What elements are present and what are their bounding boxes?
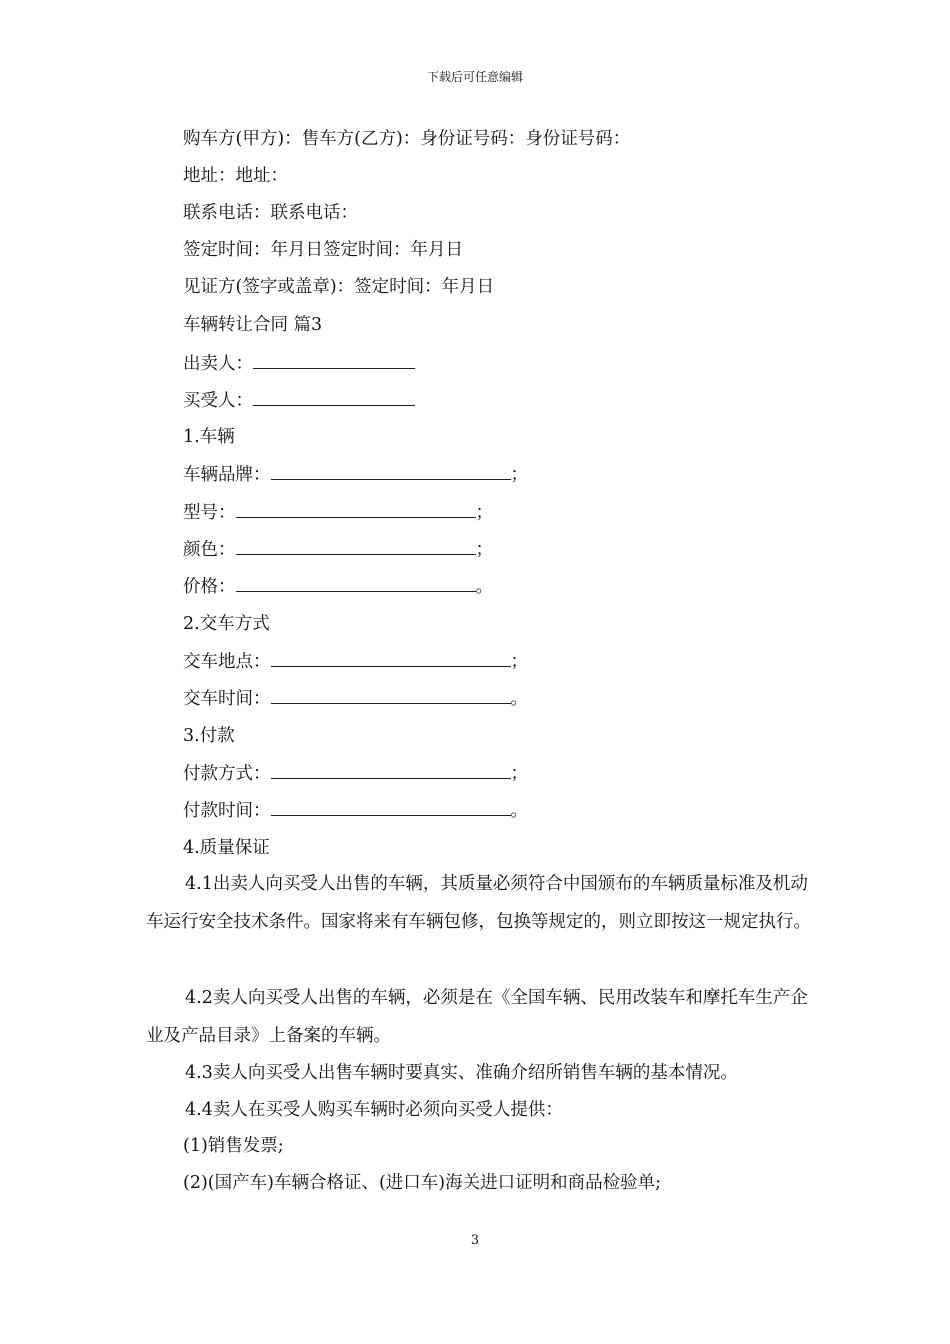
punct: ； xyxy=(510,465,528,485)
delivery-time-label: 交车时间： xyxy=(183,689,271,709)
pay-method-label: 付款方式： xyxy=(183,764,271,784)
price-label: 价格： xyxy=(183,577,236,597)
seller-blank xyxy=(253,351,415,369)
clause-4-2: 4.2卖人向买受人出售的车辆，必须是在《全国车辆、民用改装车和摩托车生产企业及产品目录》上备案的车辆。 xyxy=(146,988,808,1046)
section-quality: 4.质量保证 xyxy=(183,838,270,858)
model-line xyxy=(183,500,493,525)
page-number: 3 xyxy=(470,1233,480,1248)
punct: 。 xyxy=(510,801,528,821)
brand-line xyxy=(183,462,528,487)
delivery-time-line xyxy=(183,686,528,711)
color-label: 颜色： xyxy=(183,540,236,560)
party-line: 购车方(甲方)：售车方(乙方)：身份证号码：身份证号码： xyxy=(183,129,631,149)
punct: 。 xyxy=(510,689,528,709)
model-label: 型号： xyxy=(183,503,236,523)
seller-label: 出卖人： xyxy=(183,354,253,374)
address-line: 地址：地址： xyxy=(183,166,288,186)
section-payment: 3.付款 xyxy=(183,726,235,746)
color-line xyxy=(183,537,493,562)
price-line xyxy=(183,574,493,599)
buyer-line xyxy=(183,388,415,413)
buyer-label: 买受人： xyxy=(183,391,253,411)
brand-label: 车辆品牌： xyxy=(183,465,271,485)
delivery-place-line xyxy=(183,649,528,674)
delivery-time-blank xyxy=(271,686,511,704)
section-delivery: 2.交车方式 xyxy=(183,614,270,634)
delivery-place-blank xyxy=(271,649,511,667)
buyer-blank xyxy=(253,388,415,406)
phone-line: 联系电话：联系电话： xyxy=(183,203,358,223)
pay-method-line xyxy=(183,761,528,786)
clause-4-4: 4.4卖人在买受人购买车辆时必须向买受人提供： xyxy=(185,1100,563,1120)
seller-line xyxy=(183,351,415,376)
punct: ； xyxy=(510,764,528,784)
clause-4-3: 4.3卖人向买受人出售车辆时要真实、准确介绍所销售车辆的基本情况。 xyxy=(185,1063,738,1083)
pay-time-label: 付款时间： xyxy=(183,801,271,821)
delivery-place-label: 交车地点： xyxy=(183,652,271,672)
witness-line: 见证方(签字或盖章)：签定时间：年月日 xyxy=(183,277,495,297)
pay-time-blank xyxy=(271,798,511,816)
clause-4-1: 4.1出卖人向买受人出售的车辆，其质量必须符合中国颁布的车辆质量标准及机动车运行安全技术条件。国家将来有车辆包修，包换等规定的，则立即按这一规定执行。 xyxy=(146,874,811,932)
punct: ； xyxy=(475,540,493,560)
item-2: (2)(国产车)车辆合格证、(进口车)海关进口证明和商品检验单; xyxy=(183,1173,661,1193)
pay-time-line xyxy=(183,798,528,823)
punct: ； xyxy=(475,503,493,523)
model-blank xyxy=(236,500,476,518)
item-1: (1)销售发票; xyxy=(183,1136,284,1156)
pay-method-blank xyxy=(271,761,511,779)
page-header: 下载后可任意编辑 xyxy=(426,70,523,84)
price-blank xyxy=(236,574,476,592)
color-blank xyxy=(236,537,476,555)
brand-blank xyxy=(271,462,511,480)
punct: 。 xyxy=(475,577,493,597)
section-vehicle: 1.车辆 xyxy=(183,427,235,447)
sign-time-line: 签定时间：年月日签定时间：年月日 xyxy=(183,240,463,260)
punct: ； xyxy=(510,652,528,672)
contract-title: 车辆转让合同 篇3 xyxy=(183,315,323,335)
